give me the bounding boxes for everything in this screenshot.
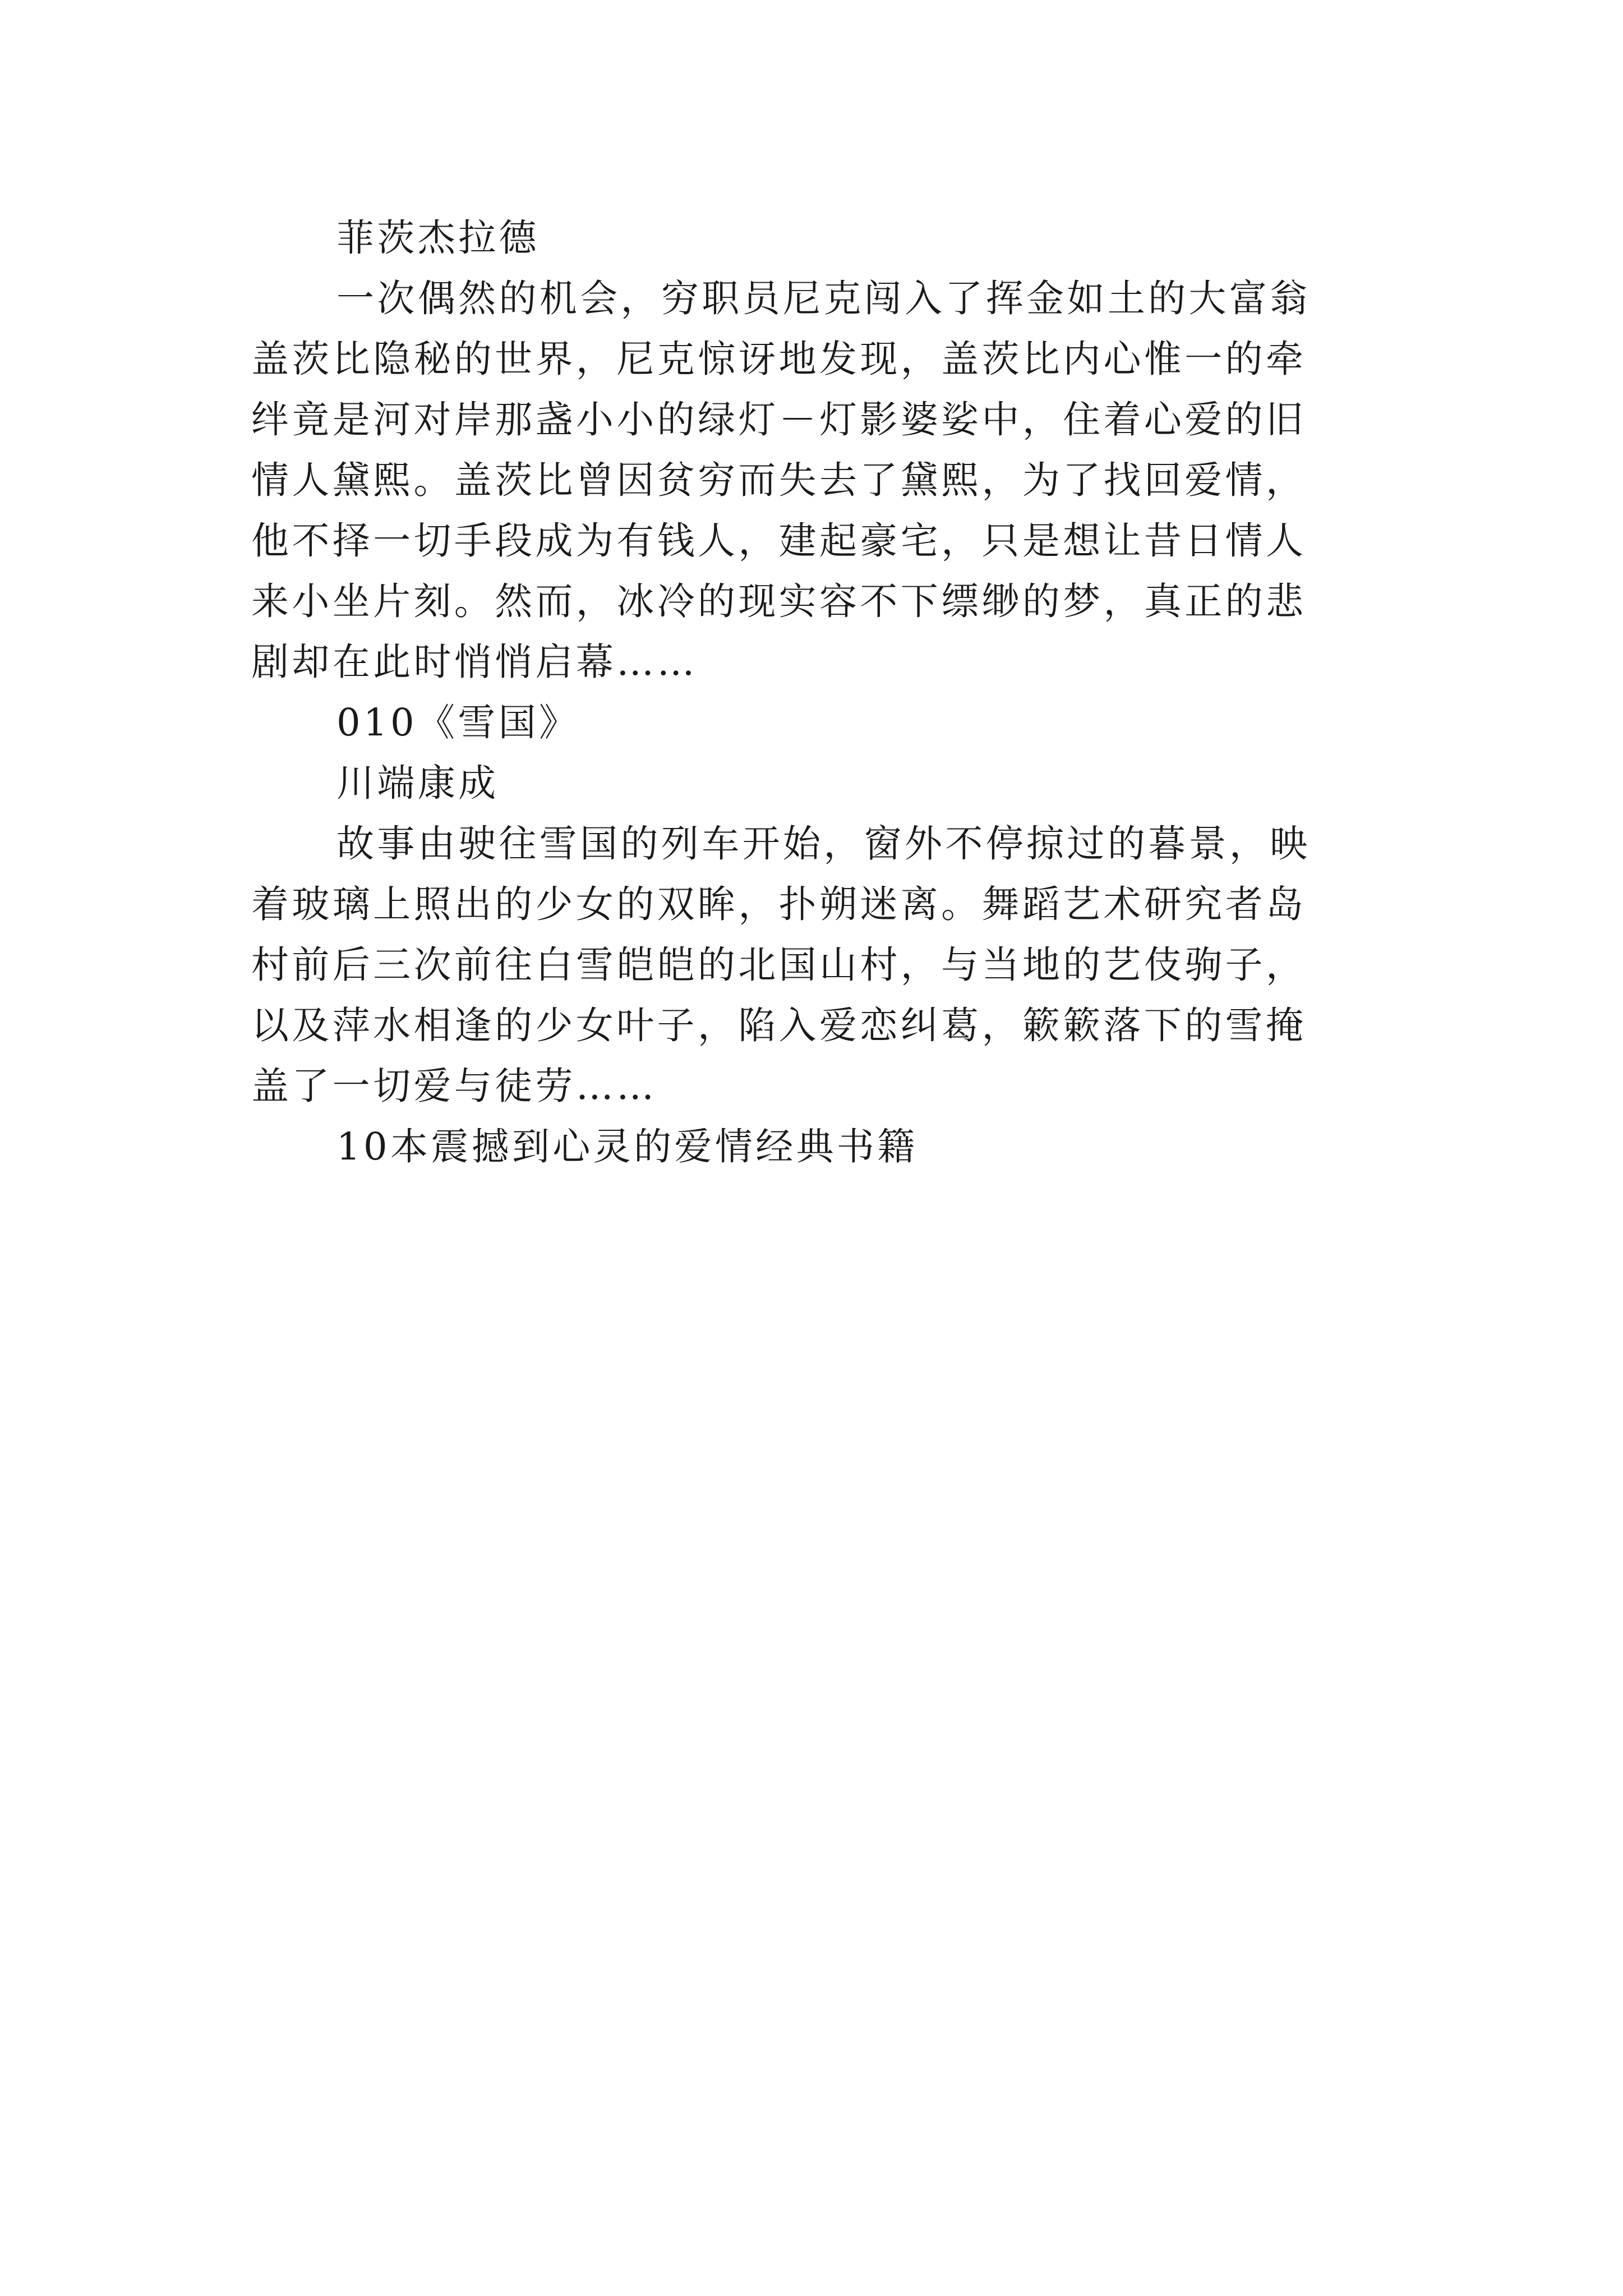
paragraph-line: 盖了一切爱与徒劳…… — [251, 1064, 657, 1108]
paragraph-line: 情人黛熙。盖茨比曾因贫穷而失去了黛熙，为了找回爱情， — [251, 458, 1307, 502]
author-name: 菲茨杰拉德 — [336, 216, 540, 260]
paragraph-line: 他不择一切手段成为有钱人，建起豪宅，只是想让昔日情人 — [251, 519, 1307, 563]
paragraph-line: 来小坐片刻。然而，冰冷的现实容不下缥缈的梦，真正的悲 — [251, 579, 1307, 623]
paragraph-line: 盖茨比隐秘的世界，尼克惊讶地发现，盖茨比内心惟一的牵 — [251, 337, 1307, 381]
author-name: 川端康成 — [336, 761, 499, 805]
paragraph-line: 剧却在此时悄悄启幕…… — [251, 640, 698, 684]
paragraph-line: 以及萍水相逢的少女叶子，陷入爱恋纠葛，簌簌落下的雪掩 — [251, 1004, 1307, 1047]
book-summary-paragraph — [251, 268, 1390, 692]
paragraph-line: 村前后三次前往白雪皑皑的北国山村，与当地的艺伎驹子， — [251, 943, 1307, 987]
paragraph-line: 着玻璃上照出的少女的双眸，扑朔迷离。舞蹈艺术研究者岛 — [251, 882, 1307, 926]
document-footer-title: 10本震撼到心灵的爱情经典书籍 — [336, 1125, 918, 1168]
document-body — [251, 208, 1390, 1177]
paragraph-line: 故事由驶往雪国的列车开始，窗外不停掠过的暮景，映 — [336, 822, 1311, 866]
book-summary-paragraph — [251, 813, 1390, 1116]
paragraph-line: 绊竟是河对岸那盏小小的绿灯－灯影婆娑中，住着心爱的旧 — [251, 398, 1307, 441]
paragraph-line: 一次偶然的机会，穷职员尼克闯入了挥金如土的大富翁 — [336, 277, 1311, 320]
book-heading: 010《雪国》 — [336, 701, 580, 744]
